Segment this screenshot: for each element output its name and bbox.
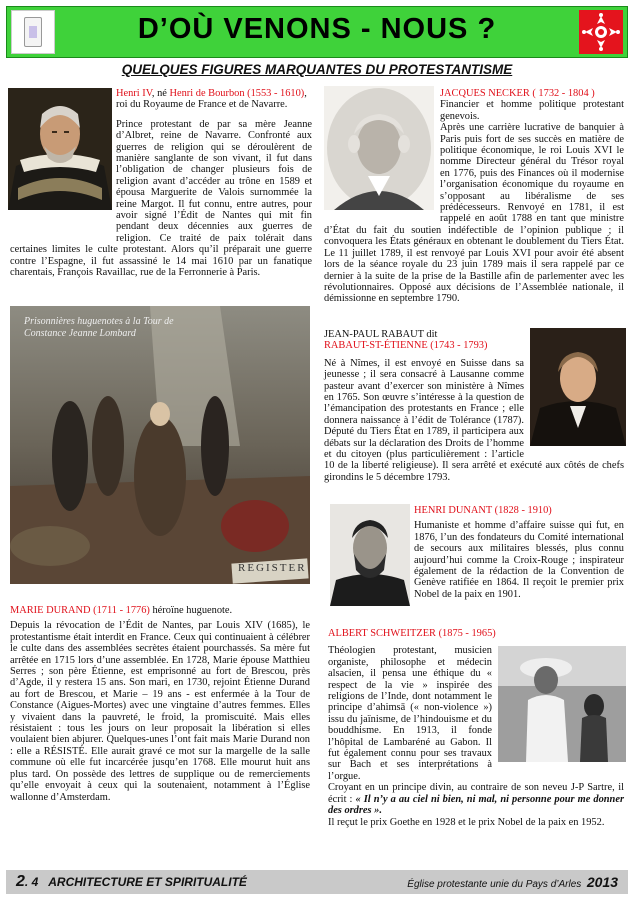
rabaut-text (324, 329, 624, 483)
necker-name: JACQUES NECKER ( 1732 - 1804 ) (440, 88, 595, 99)
huguenot-cross-logo (579, 10, 623, 54)
marie-durand-name: MARIE DURAND (1711 - 1776) (10, 605, 150, 616)
necker-bio: Après une carrière lucrative de banquier à Paris puis fort de ses succès en matière de politique économique, le roi Louis XVI le nomme Directeur général du Trésor royal en 1776, puis des Finances où il modernise l’organisation économique du royaume en s’opposant au libéralisme de ses prédécesseurs. Renvoyé en 1781, il est rappelé en août 1788 en tant que ministre d’État du fait du soutien indéfectible de l’opinion publique ; il convoquera les États généraux en obtenant le doublement du Tiers État. Le 11 juillet 1789, il est renvoyé par Louis XVI pour avoir été absent lors de la séance royale du 23 juin 1789 mais il sera rappelé par ce dernier à la suite de la prise de la Bastille afin de parlementer avec les révolutionnaires. Opposé aux décisions de l’Assemblée nationale, il démissionne en septembre 1790. (324, 122, 624, 305)
footer-year: 2013 (586, 874, 618, 890)
henri-dunant-portrait (330, 504, 410, 606)
schweitzer-text (328, 628, 624, 828)
section-title: ARCHITECTURE ET SPIRITUALITÉ (48, 875, 247, 889)
church-logo (11, 10, 55, 54)
schweitzer-prizes: Il reçut le prix Goethe en 1928 et le prix Nobel de la paix en 1952. (328, 816, 605, 828)
henri-iv-name: Henri IV (116, 88, 152, 99)
rabaut-line1: JEAN-PAUL RABAUT dit (324, 329, 438, 340)
albert-schweitzer-name: ALBERT SCHWEITZER (1875 - 1965) (328, 628, 496, 639)
dunant-text (414, 505, 624, 600)
page-number: 2 (16, 873, 25, 890)
henri-dunant-name: HENRI DUNANT (1828 - 1910) (414, 505, 552, 516)
necker-intro: Financier et homme politique protestant genevois. (440, 99, 624, 122)
page-number-sub: . 4 (24, 875, 39, 889)
page-footer (6, 870, 628, 894)
painting-caption: Prisonnières huguenotes à la Tour de Constance Jeanne Lombard (24, 316, 174, 339)
marie-durand-intro: héroïne huguenote. (149, 605, 233, 616)
henri-iv-bio: Prince protestant de par sa mère Jeanne d’Albret, reine de Navarre. Confronté aux guerres de religion qui se déroulèrent de manière sanglante de son vivant, il fut dans l’obligation de changer plusieurs fois de religion avant d’accéder au trône en 1589 et épousa Marguerite de Valois surnommée la reine Margot. Il fut connu, entre autres, pour avoir signé l’Édit de Nantes qui mit fin pendant deux décennies aux guerres de religion. Ce traité de paix tolérait dans certaines limites le culte protestant. Alors qu’il préparait une guerre contre l’Espagne, il fut assassiné le 14 mai 1610 par un fanatique charentais, François Ravaillac, rue de la Ferronnerie à Paris. (10, 118, 312, 279)
henri-sep: , né (151, 88, 170, 99)
henri-intro: , roi du Royaume de France et de Navarre. (116, 88, 307, 111)
schweitzer-quote: « Il n’y a au ciel ni bien, ni mal, ni personne pour me donner des ordres ». (328, 793, 624, 817)
huguenot-prisoners-painting (10, 306, 310, 584)
church-name: Église protestante unie du Pays d’Arles (407, 879, 582, 890)
rabaut-bio: Né à Nîmes, il est envoyé en Suisse dans sa jeunesse ; il sera consacré à Lausanne comme pasteur avant d’exercer son ministère à Nîmes en 1765. Son œuvre s’intéresse à la question de l’émancipation des protestants en France ; elle donnera naissance à l’édit de Tolérance (1787). Député du Tiers État en 1789, il participera aux débats sur la déclaration des Droits de l’homme et du citoyen (plus particulièrement : l’article 10 de la liberté religieuse). Il sera arrêté et exécuté aux côtés de chefs girondins le 5 décembre 1793. (324, 357, 624, 483)
schweitzer-belief: Croyant en un principe divin, au contraire de son neveu J-P Sartre, il écrit : (328, 782, 624, 805)
henri-iv-text (10, 88, 312, 279)
henri-dunant-bio: Humaniste et homme d’affaire suisse qui fut, en 1876, l’un des fondateurs du Comité international de secours aux militaires blessés, plus connu aujourd’hui comme la Croix-Rouge ; inspirateur également de la rédaction de la Convention de Genève ratifiée en 1864. Il reçoit le premier prix Nobel de la paix en 1901. (414, 520, 624, 600)
page-title: D’OÙ VENONS - NOUS ? (137, 13, 497, 45)
register-inscription: REGISTER (238, 562, 307, 574)
marie-durand-bio: Depuis la révocation de l’Édit de Nantes, par Louis XIV (1685), le protestantisme était interdit en France. Ceux qui continuaient à célébrer le culte dans des assemblées secrètes étaient pourchassés. Sa mère fut arrêtée en 1715 lors d’une assemblée. En 1728, Marie épouse Matthieu Serres ; son père Étienne, est emprisonné au fort de Brescou, près d’Agde, il y restera 15 ans. Son mari, en 1730, rejoint Étienne Durand au fort de Brescou, et Marie – 19 ans - est enfermée à la Tour de Constance (Aigues-Mortes) avec une vingtaine d’autres femmes. Elles y vivaient dans la pauvreté, le froid, la promiscuité. Mais elles résistaient : tous les jours on leur proposait la libération si elles voulaient bien abjurer. Quelques-unes l’ont fait mais Marie Durand non : elle a RÉSISTÉ. Elle aurait gravé ce mot sur la margelle de la salle commune où elle fut incarcérée jusqu’en 1768. Elle mourut huit ans plus tard. On possède des lettres de supplique ou de remerciements qu’elle envoyait à ceux qui la soutenaient, notamment à l’Église wallonne d’Amsterdam. (10, 620, 310, 803)
necker-text (324, 88, 624, 305)
henri-bourbon-name: Henri de Bourbon (1553 - 1610) (169, 88, 305, 99)
rabaut-name: RABAUT-ST-ÉTIENNE (1743 - 1793) (324, 340, 488, 352)
marie-durand-text (10, 605, 310, 803)
header-banner (6, 6, 628, 58)
schweitzer-bio: Théologien protestant, musicien organiste, philosophe et médecin alsacien, il pensa une éthique du « respect de la vie » inspirée des religions de l’Inde, dont notamment le principe d’ahimsā (« non-violence ») issu du jaïnisme, de l’hindouisme et du bouddhisme. En 1913, il fonde l’hôpital de Lambaréné au Gabon. Il fut également connu pour ses travaux sur Bach et ses interprétations à l’orgue. (328, 645, 492, 782)
page-subtitle: QUELQUES FIGURES MARQUANTES DU PROTESTANTISME (121, 62, 513, 77)
